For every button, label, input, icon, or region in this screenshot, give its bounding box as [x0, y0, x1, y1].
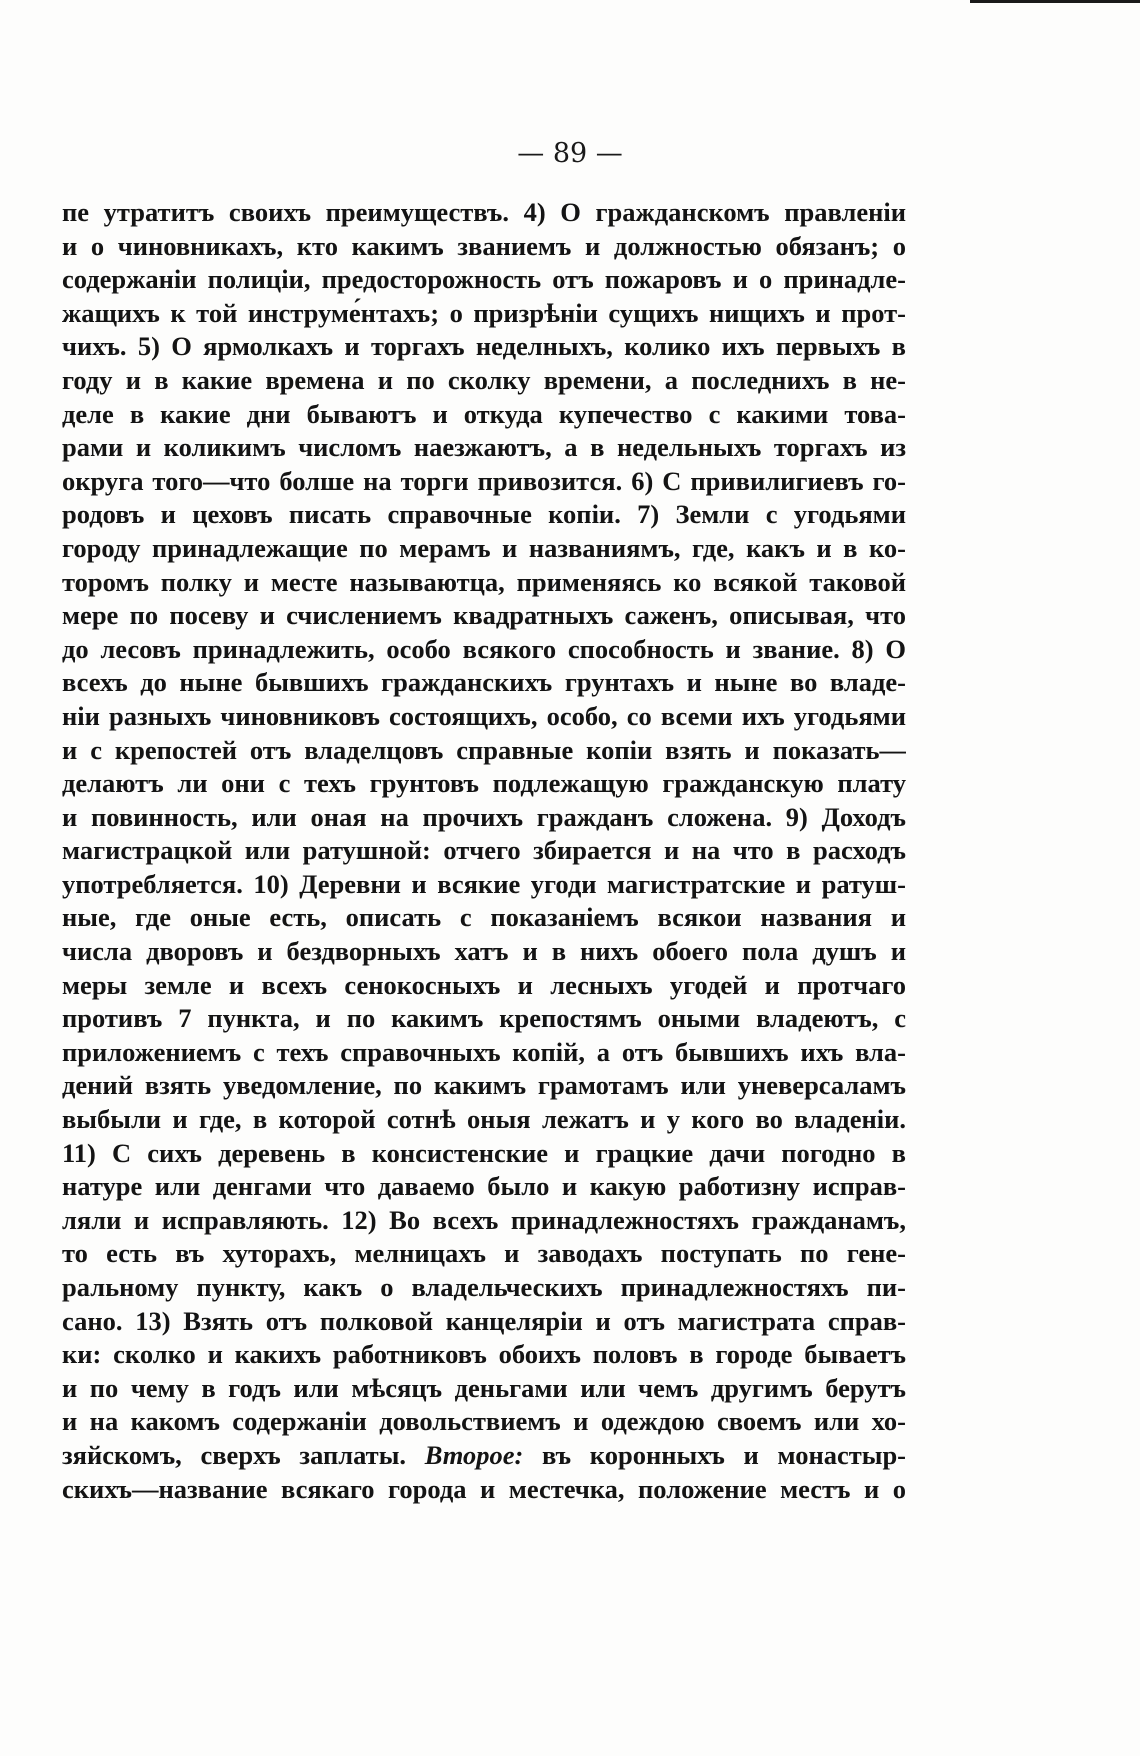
text-line-20: магистрацкой или ратушной: отчего збирается и на что в расходъ [62, 835, 906, 866]
text-line-23: числа дворовъ и бездворныхъ хатъ и в нихъ обоего пола душъ и [62, 936, 906, 967]
text-line-24: меры земле и всехъ сенокосныхъ и лесныхъ угодей и протчаго [62, 969, 906, 1000]
text-line-22: ные, где оные есть, описать с показаніемъ всякои названия и [62, 902, 906, 933]
text-line-8: рами и коликимъ числомъ наезжаютъ, а в недельныхъ торгахъ из [62, 432, 906, 463]
text-line-33: ральному пункту, какъ о владельческихъ принадлежностяхъ пи- [62, 1272, 906, 1302]
text-line-9: округа того—что болше на торги привозится. 6) С привилигиевъ го- [62, 465, 906, 496]
text-line-2: и о чиновникахъ, кто какимъ званиемъ и должностью обязанъ; о [62, 230, 906, 261]
text-line-3: содержаніи полиціи, предосторожность отъ пожаровъ и о принадле- [62, 264, 906, 295]
text-line-7: деле в какие дни бываютъ и откуда купечество с какими това- [62, 398, 906, 429]
text-line-29: 11) С сихъ деревень в консистенские и грацкие дачи погодно в [62, 1137, 906, 1168]
text-line-14: до лесовъ принадлежить, особо всякого способность и звание. 8) О [62, 633, 906, 664]
text-line-17: и с крепостей отъ владелцовъ справные копіи взять и показать— [62, 734, 906, 765]
text-line-4: жащихъ к той инструме́нтахъ; о призрѣніи сущихъ нищихъ и прот- [62, 297, 906, 328]
text-line-6: году и в какие времена и по сколку времени, а последнихъ в не- [62, 364, 906, 395]
text-line-25: противъ 7 пункта, и по какимъ крепостямъ оными владеютъ, с [62, 1003, 906, 1034]
text-line-5: чихъ. 5) О ярмолкахъ и торгахъ неделныхъ, колико ихъ первыхъ в [62, 331, 906, 362]
text-line-27: дений взять уведомление, по какимъ грамотамъ или уневерсаламъ [62, 1070, 906, 1101]
body-text [62, 196, 906, 1506]
text-line-15: всехъ до ныне бывшихъ гражданскихъ грунтахъ и ныне во владе- [62, 667, 906, 698]
page-number: — 89 — [517, 138, 623, 169]
text-line-38-start: зяйскомъ, сверхъ заплаты. [62, 1439, 407, 1470]
text-line-32: то есть въ хуторахъ, мелницахъ и заводахъ поступать по гене- [62, 1238, 906, 1269]
text-line-18: делаютъ ли они с техъ грунтовъ подлежащую гражданскую плату [62, 768, 906, 799]
text-line-21: употребляется. 10) Деревни и всякие угоди магистратские и ратуш- [62, 868, 906, 899]
text-line-31: ляли и исправляють. 12) Во всехъ принадлежностяхъ гражданамъ, [62, 1204, 906, 1235]
italic-term: Второе: [424, 1439, 524, 1470]
scan-edge-mark [970, 0, 1140, 3]
text-line-37: и на какомъ содержаніи довольствиемъ и одеждою своемъ или хо- [62, 1406, 906, 1437]
text-line-38 [62, 1439, 906, 1473]
text-line-30: натуре или денгами что даваемо было и какую работизну исправ- [62, 1171, 906, 1202]
text-line-13: мере по посеву и счислениемъ квадратныхъ саженъ, описывая, что [62, 600, 906, 631]
text-line-26: приложениемъ с техъ справочныхъ копій, а отъ бывшихъ ихъ вла- [62, 1036, 906, 1067]
text-line-19: и повинность, или оная на прочихъ гражданъ сложена. 9) Доходъ [62, 801, 906, 832]
text-line-10: родовъ и цеховъ писать справочные копіи. 7) Земли с угодьями [62, 499, 906, 530]
text-line-38-end: въ коронныхъ и монастыр- [523, 1439, 906, 1470]
text-line-36: и по чему в годъ или мѣсяцъ деньгами или чемъ другимъ берутъ [62, 1372, 906, 1403]
text-line-35: ки: сколко и какихъ работниковъ обоихъ половъ в городе бываетъ [62, 1339, 906, 1370]
text-line-34: сано. 13) Взять отъ полковой канцеляріи и отъ магистрата справ- [62, 1305, 906, 1336]
text-line-39: скихъ—название всякаго города и местечка, положение местъ и о [62, 1473, 906, 1504]
text-line-1: пе утратитъ своихъ преимуществъ. 4) О гражданскомъ правленіи [62, 197, 906, 227]
text-line-28: выбыли и где, в которой сотнѣ оныя лежатъ и у кого во владеніи. [62, 1104, 906, 1135]
text-line-11: городу принадлежащие по мерамъ и названиямъ, где, какъ и в ко- [62, 532, 906, 563]
text-line-16: ніи разныхъ чиновниковъ состоящихъ, особо, со всеми ихъ угодьями [62, 700, 906, 731]
text-line-12: торомъ полку и месте называютца, применяясь ко всякой таковой [62, 566, 906, 597]
